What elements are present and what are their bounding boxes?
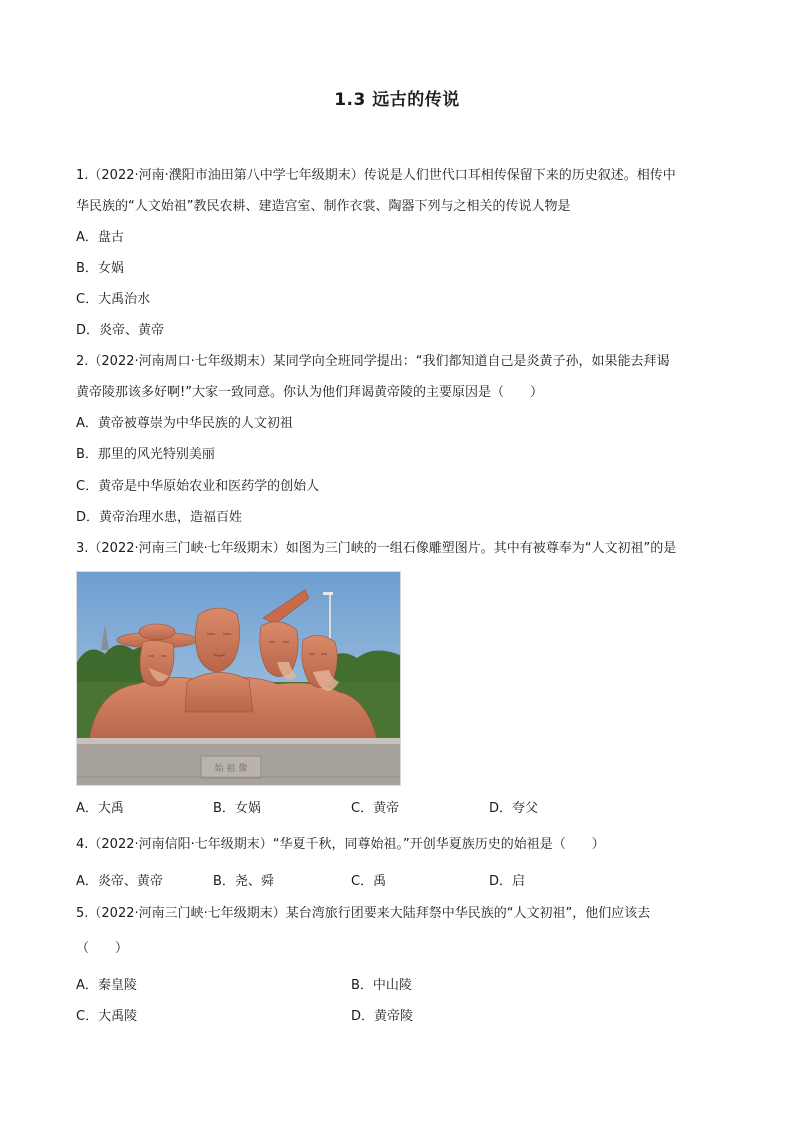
question-2-option-b: B．那里的风光特别美丽 (76, 447, 215, 462)
question-5-option-d: D．黄帝陵 (351, 1009, 414, 1024)
question-3-option-a: A．大禹 (76, 801, 124, 816)
question-3-option-b: B．女娲 (213, 801, 261, 816)
svg-text:始 祖 像: 始 祖 像 (214, 764, 248, 774)
question-1-option-c: C．大禹治水 (76, 292, 151, 307)
question-5-option-a: A．秦皇陵 (76, 978, 137, 993)
question-1-line-2: 华民族的“人文始祖”教民农耕、建造宫室、制作衣裳、陶器下列与之相关的传说人物是 (76, 199, 571, 214)
question-3-option-d: D．夸父 (489, 801, 539, 816)
question-4-line-1: 4.（2022·河南信阳·七年级期末）“华夏千秋，同尊始祖。”开创华夏族历史的始祖是（ ） (76, 837, 605, 852)
question-3-option-c: C．黄帝 (351, 801, 400, 816)
question-4-option-b: B．尧、舜 (213, 874, 274, 889)
question-1-line-1: 1.（2022·河南·濮阳市油田第八中学七年级期末）传说是人们世代口耳相传保留下来的历史叙述。相传中 (76, 168, 676, 183)
page-title: 1.3 远古的传说 (334, 90, 460, 110)
question-2-line-1: 2.（2022·河南周口·七年级期末）某同学向全班同学提出：“我们都知道自己是炎黄子孙，如果能去拜谒 (76, 354, 670, 369)
question-2-option-d: D．黄帝治理水患，造福百姓 (76, 510, 243, 525)
stone-statue-photo (76, 571, 401, 786)
question-3-line-1: 3.（2022·河南三门峡·七年级期末）如图为三门峡的一组石像雕塑图片。其中有被尊奉为“人文初祖”的是 (76, 541, 677, 556)
question-2-option-a: A．黄帝被尊崇为中华民族的人文初祖 (76, 416, 293, 431)
question-5-line-2: （ ） (76, 941, 129, 956)
question-2-line-2: 黄帝陵那该多好啊!”大家一致同意。你认为他们拜谒黄帝陵的主要原因是（ ） (76, 385, 543, 400)
question-5-option-c: C．大禹陵 (76, 1009, 138, 1024)
question-2-option-c: C．黄帝是中华原始农业和医药学的创始人 (76, 479, 320, 494)
question-1-option-b: B．女娲 (76, 261, 124, 276)
question-5-line-1: 5.（2022·河南三门峡·七年级期末）某台湾旅行团要来大陆拜祭中华民族的“人文初祖”，他们应该去 (76, 906, 651, 921)
question-1-option-a: A．盘古 (76, 230, 124, 245)
question-4-option-c: C．禹 (351, 874, 387, 889)
question-4-option-a: A．炎帝、黄帝 (76, 874, 163, 889)
question-5-option-b: B．中山陵 (351, 978, 412, 993)
statue-illustration (77, 572, 401, 786)
question-4-option-d: D．启 (489, 874, 526, 889)
question-1-option-d: D．炎帝、黄帝 (76, 323, 165, 338)
